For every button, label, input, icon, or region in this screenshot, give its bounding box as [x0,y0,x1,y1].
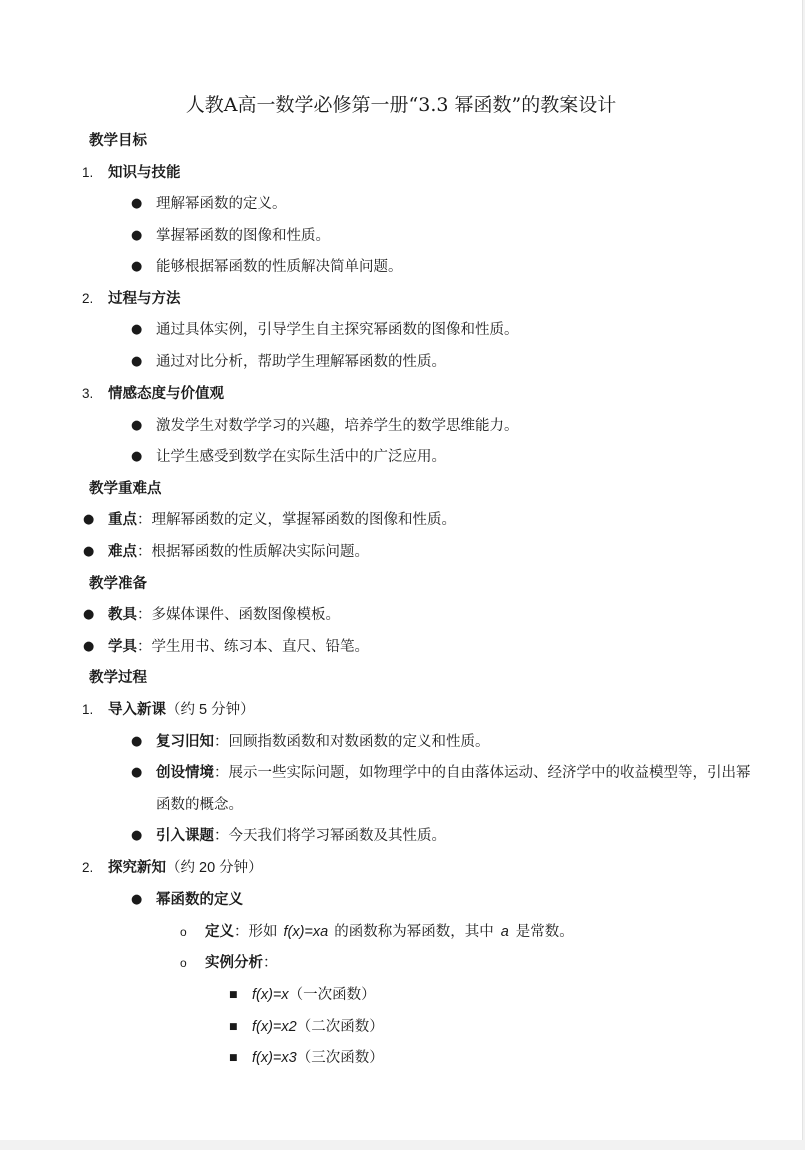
item-text: ：今天我们将学习幂函数及其性质。 [214,828,446,844]
example-note: （三次函数） [296,1050,384,1066]
list-item [108,510,456,530]
duration-close: 分钟） [219,860,263,876]
definition-text-3: 是常数。 [515,924,574,940]
definition-text-2: 的函数称为幂函数，其中 [334,924,494,940]
section-heading-process: 教学过程 [89,669,147,686]
bullet-icon: ● [83,639,95,654]
item-text: ：回顾指数函数和对数函数的定义和性质。 [214,734,490,750]
item-label: 重点 [108,511,137,528]
topic-heading: 幂函数的定义 [156,891,243,908]
duration-open: （约 [166,702,195,718]
section-heading-key-points: 教学重难点 [89,480,162,497]
item-label: 引入课题 [156,827,214,844]
square-bullet-icon: ■ [229,1022,238,1032]
list-item: 能够根据幂函数的性质解决简单问题。 [156,259,403,275]
bullet-icon: ● [131,259,143,274]
bullet-icon: ● [131,828,143,843]
page-title: 人教A高一数学必修第一册“3.3 幂函数”的教案设计 [185,94,617,116]
list-item: 理解幂函数的定义。 [156,196,287,212]
example-item [252,985,376,1005]
item-text: ：根据幂函数的性质解决实际问题。 [137,544,369,560]
bullet-icon: ● [131,449,143,464]
section-heading-preparation: 教学准备 [89,575,147,592]
examples-colon: ： [263,955,278,971]
bullet-icon: ● [131,228,143,243]
bullet-icon: ● [131,322,143,337]
definition-variable: a [500,924,509,940]
definition-item [205,922,574,942]
examples-item [205,953,278,973]
objective-heading: 知识与技能 [108,164,181,181]
duration-close: 分钟） [211,702,255,718]
list-number: 2. [82,291,94,306]
list-item: 激发学生对数学学习的兴趣，培养学生的数学思维能力。 [156,418,519,434]
bullet-icon: ● [83,512,95,527]
example-item [252,1048,384,1068]
list-item [108,637,369,657]
list-item: 通过具体实例，引导学生自主探究幂函数的图像和性质。 [156,322,519,338]
list-number: 1. [82,702,94,717]
item-label: 定义 [205,923,234,940]
step-heading [108,858,263,878]
item-text: ：多媒体课件、函数图像模板。 [137,607,340,623]
step-heading [108,700,255,720]
bullet-icon: ● [131,418,143,433]
square-bullet-icon: ■ [229,990,238,1000]
bullet-icon: ● [131,734,143,749]
bullet-icon: ● [131,892,143,907]
list-item: 通过对比分析，帮助学生理解幂函数的性质。 [156,354,446,370]
item-text: ：理解幂函数的定义，掌握幂函数的图像和性质。 [137,512,456,528]
list-item-continuation: 函数的概念。 [156,797,243,813]
example-note: （二次函数） [296,1019,384,1035]
item-text: ：展示一些实际问题，如物理学中的自由落体运动、经济学中的收益模型等，引出幂 [214,765,751,781]
bullet-icon: ● [131,765,143,780]
hollow-bullet-icon: o [180,956,187,970]
duration-open: （约 [166,860,195,876]
example-formula: f(x)=x2 [252,1019,297,1035]
square-bullet-icon: ■ [229,1053,238,1063]
section-heading-objectives: 教学目标 [89,132,147,149]
hollow-bullet-icon: o [180,925,187,939]
duration-number: 20 [199,860,216,876]
list-number: 2. [82,860,94,875]
list-item [156,732,490,752]
example-item [252,1017,384,1037]
example-formula: f(x)=x [252,987,289,1003]
list-number: 3. [82,386,94,401]
example-formula: f(x)=x3 [252,1050,297,1066]
duration-number: 5 [199,702,208,718]
definition-text-1: ：形如 [234,924,278,940]
item-label: 创设情境 [156,764,214,781]
item-label: 难点 [108,543,137,560]
bullet-icon: ● [131,354,143,369]
definition-formula: f(x)=xa [283,924,329,940]
example-note: （一次函数） [288,987,376,1003]
list-item [108,605,340,625]
objective-heading: 过程与方法 [108,290,181,307]
item-label: 复习旧知 [156,733,214,750]
list-item [108,542,369,562]
list-number: 1. [82,165,94,180]
step-title: 导入新课 [108,701,166,718]
list-item [156,763,751,783]
bullet-icon: ● [131,196,143,211]
step-title: 探究新知 [108,859,166,876]
item-label: 实例分析 [205,954,263,971]
list-item: 让学生感受到数学在实际生活中的广泛应用。 [156,449,446,465]
item-label: 学具 [108,638,137,655]
list-item: 掌握幂函数的图像和性质。 [156,228,330,244]
bullet-icon: ● [83,607,95,622]
item-text: ：学生用书、练习本、直尺、铅笔。 [137,639,369,655]
list-item [156,826,446,846]
objective-heading: 情感态度与价值观 [108,385,224,402]
bullet-icon: ● [83,544,95,559]
item-label: 教具 [108,606,137,623]
